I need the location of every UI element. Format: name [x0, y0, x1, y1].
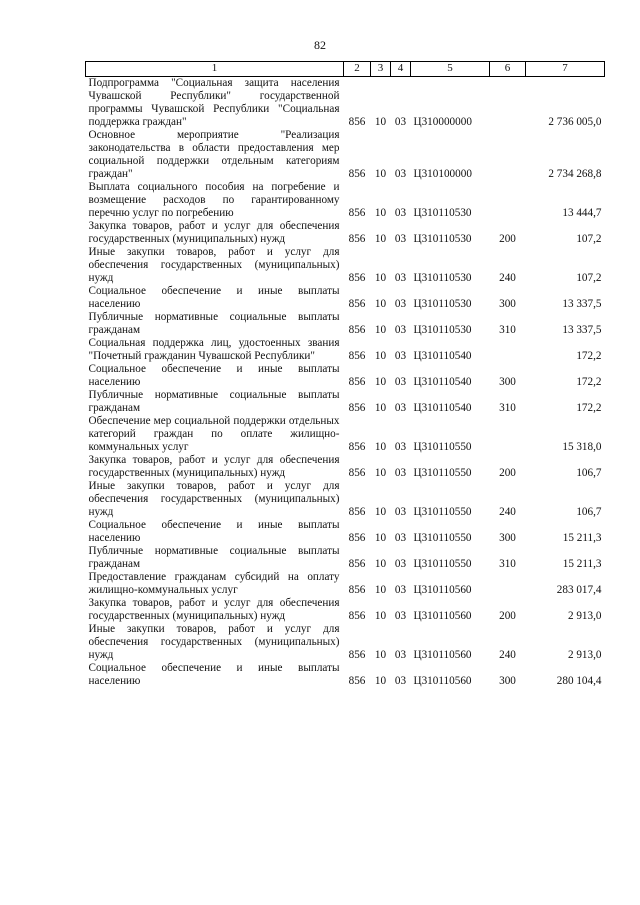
- row-subsection-cell: 03: [394, 506, 407, 518]
- row-subsection-cell: 03: [394, 441, 407, 453]
- row-amount-cell: 283 017,4: [556, 584, 602, 596]
- row-expense-type-cell: 300: [499, 298, 516, 310]
- row-ved-cell: 856: [348, 441, 366, 453]
- row-amount-cell: 2 736 005,0: [548, 116, 602, 128]
- row-name-cell: Основное мероприятие "Реализация законодательства в области предоставления мер социальной поддержки отдельным категориям граждан": [88, 129, 340, 180]
- row-section-cell: 10: [374, 506, 387, 518]
- row-expense-type-cell: 310: [499, 324, 516, 336]
- row-subsection-cell: 03: [394, 233, 407, 245]
- row-expense-type-cell: [490, 181, 526, 220]
- row-subsection-cell: 03: [394, 558, 407, 570]
- row-name-cell: Социальное обеспечение и иные выплаты населению: [88, 285, 340, 310]
- row-expense-type-cell: 200: [499, 610, 516, 622]
- row-target-article-cell: Ц310110530: [413, 272, 472, 284]
- table-row: [86, 363, 605, 389]
- row-section-cell: 10: [374, 233, 387, 245]
- row-target-article-cell: Ц310110550: [413, 441, 472, 453]
- row-section-cell: 10: [374, 402, 387, 414]
- row-amount-cell: 106,7: [576, 506, 602, 518]
- table-row: [86, 220, 605, 246]
- row-amount-cell: 2 734 268,8: [548, 168, 602, 180]
- table-row: [86, 181, 605, 220]
- row-section-cell: 10: [374, 532, 387, 544]
- row-section-cell: 10: [374, 376, 387, 388]
- header-cell: 2: [344, 62, 371, 77]
- header-cell: 6: [490, 62, 526, 77]
- row-expense-type-cell: 300: [499, 532, 516, 544]
- row-expense-type-cell: [490, 129, 526, 181]
- row-subsection-cell: 03: [394, 350, 407, 362]
- table-row: [86, 571, 605, 597]
- row-name-cell: Публичные нормативные социальные выплаты гражданам: [88, 545, 340, 570]
- table-row: [86, 389, 605, 415]
- row-section-cell: 10: [374, 441, 387, 453]
- row-subsection-cell: 03: [394, 402, 407, 414]
- row-name-cell: Публичные нормативные социальные выплаты гражданам: [88, 389, 340, 414]
- row-name-cell: Социальное обеспечение и иные выплаты населению: [88, 519, 340, 544]
- row-section-cell: 10: [374, 168, 387, 180]
- row-amount-cell: 172,2: [576, 376, 602, 388]
- row-ved-cell: 856: [348, 376, 366, 388]
- table-row: [86, 311, 605, 337]
- budget-table: [85, 61, 605, 688]
- row-amount-cell: 13 337,5: [562, 298, 602, 310]
- row-amount-cell: 107,2: [576, 272, 602, 284]
- row-expense-type-cell: 310: [499, 402, 516, 414]
- row-subsection-cell: 03: [394, 467, 407, 479]
- row-section-cell: 10: [374, 350, 387, 362]
- table-row: [86, 480, 605, 519]
- row-ved-cell: 856: [348, 584, 366, 596]
- row-subsection-cell: 03: [394, 298, 407, 310]
- row-subsection-cell: 03: [394, 584, 407, 596]
- row-ved-cell: 856: [348, 649, 366, 661]
- row-target-article-cell: Ц310110540: [413, 402, 472, 414]
- row-amount-cell: 13 337,5: [562, 324, 602, 336]
- row-expense-type-cell: 200: [499, 233, 516, 245]
- row-subsection-cell: 03: [394, 649, 407, 661]
- row-ved-cell: 856: [348, 675, 366, 687]
- row-expense-type-cell: 310: [499, 558, 516, 570]
- row-expense-type-cell: 240: [499, 272, 516, 284]
- row-ved-cell: 856: [348, 506, 366, 518]
- table-row: [86, 623, 605, 662]
- header-cell: 1: [86, 62, 344, 77]
- row-ved-cell: 856: [348, 558, 366, 570]
- header-cell: 4: [391, 62, 411, 77]
- row-ved-cell: 856: [348, 168, 366, 180]
- header-cell: 7: [526, 62, 605, 77]
- row-ved-cell: 856: [348, 272, 366, 284]
- row-ved-cell: 856: [348, 610, 366, 622]
- row-ved-cell: 856: [348, 233, 366, 245]
- row-section-cell: 10: [374, 467, 387, 479]
- row-amount-cell: 15 211,3: [562, 532, 602, 544]
- row-expense-type-cell: 300: [499, 675, 516, 687]
- table-row: [86, 415, 605, 454]
- row-subsection-cell: 03: [394, 272, 407, 284]
- row-name-cell: Публичные нормативные социальные выплаты гражданам: [88, 311, 340, 336]
- row-target-article-cell: Ц310100000: [413, 168, 472, 180]
- row-target-article-cell: Ц310110530: [413, 298, 472, 310]
- row-amount-cell: 172,2: [576, 350, 602, 362]
- header-cell: 5: [411, 62, 490, 77]
- row-subsection-cell: 03: [394, 376, 407, 388]
- row-subsection-cell: 03: [394, 116, 407, 128]
- row-target-article-cell: Ц310000000: [413, 116, 472, 128]
- row-expense-type-cell: [490, 337, 526, 363]
- row-subsection-cell: 03: [394, 610, 407, 622]
- row-target-article-cell: Ц310110530: [413, 233, 472, 245]
- row-name-cell: Предоставление гражданам субсидий на оплату жилищно-коммунальных услуг: [88, 571, 340, 596]
- row-amount-cell: 172,2: [576, 402, 602, 414]
- row-target-article-cell: Ц310110540: [413, 350, 472, 362]
- row-target-article-cell: Ц310110560: [413, 675, 472, 687]
- row-name-cell: Подпрограмма "Социальная защита населения Чувашской Республики" государственной программы Чувашской Республики "Социальная поддержка граждан": [88, 77, 340, 128]
- row-section-cell: 10: [374, 610, 387, 622]
- row-target-article-cell: Ц310110530: [413, 324, 472, 336]
- row-subsection-cell: 03: [394, 207, 407, 219]
- row-amount-cell: 15 318,0: [562, 441, 602, 453]
- row-target-article-cell: Ц310110560: [413, 649, 472, 661]
- row-target-article-cell: Ц310110550: [413, 467, 472, 479]
- row-section-cell: 10: [374, 272, 387, 284]
- row-section-cell: 10: [374, 558, 387, 570]
- row-name-cell: Социальное обеспечение и иные выплаты населению: [88, 363, 340, 388]
- row-expense-type-cell: 240: [499, 506, 516, 518]
- row-ved-cell: 856: [348, 402, 366, 414]
- page-number: 82: [314, 38, 326, 52]
- table-row: [86, 129, 605, 181]
- table-row: [86, 662, 605, 688]
- row-amount-cell: 15 211,3: [562, 558, 602, 570]
- row-ved-cell: 856: [348, 207, 366, 219]
- row-expense-type-cell: [490, 571, 526, 597]
- row-ved-cell: 856: [348, 467, 366, 479]
- row-target-article-cell: Ц310110560: [413, 610, 472, 622]
- row-target-article-cell: Ц310110550: [413, 506, 472, 518]
- row-name-cell: Закупка товаров, работ и услуг для обеспечения государственных (муниципальных) нужд: [88, 220, 340, 245]
- row-section-cell: 10: [374, 584, 387, 596]
- row-name-cell: Выплата социального пособия на погребение и возмещение расходов по гарантированному перечню услуг по погребению: [88, 181, 340, 219]
- table-row: [86, 285, 605, 311]
- row-name-cell: Иные закупки товаров, работ и услуг для обеспечения государственных (муниципальных) нужд: [88, 246, 340, 284]
- row-target-article-cell: Ц310110550: [413, 558, 472, 570]
- row-amount-cell: 106,7: [576, 467, 602, 479]
- row-name-cell: Закупка товаров, работ и услуг для обеспечения государственных (муниципальных) нужд: [88, 454, 340, 479]
- row-section-cell: 10: [374, 298, 387, 310]
- row-ved-cell: 856: [348, 116, 366, 128]
- table-row: [86, 77, 605, 130]
- row-amount-cell: 13 444,7: [562, 207, 602, 219]
- row-section-cell: 10: [374, 675, 387, 687]
- row-target-article-cell: Ц310110540: [413, 376, 472, 388]
- row-ved-cell: 856: [348, 532, 366, 544]
- header-cell: 3: [371, 62, 391, 77]
- row-amount-cell: 280 104,4: [556, 675, 602, 687]
- row-subsection-cell: 03: [394, 675, 407, 687]
- row-target-article-cell: Ц310110550: [413, 532, 472, 544]
- table-row: [86, 337, 605, 363]
- row-name-cell: Социальное обеспечение и иные выплаты населению: [88, 662, 340, 687]
- row-subsection-cell: 03: [394, 168, 407, 180]
- row-target-article-cell: Ц310110530: [413, 207, 472, 219]
- row-ved-cell: 856: [348, 350, 366, 362]
- row-ved-cell: 856: [348, 324, 366, 336]
- row-subsection-cell: 03: [394, 324, 407, 336]
- row-expense-type-cell: 200: [499, 467, 516, 479]
- row-expense-type-cell: 300: [499, 376, 516, 388]
- table-row: [86, 597, 605, 623]
- row-expense-type-cell: 240: [499, 649, 516, 661]
- row-amount-cell: 2 913,0: [567, 610, 602, 622]
- row-name-cell: Иные закупки товаров, работ и услуг для обеспечения государственных (муниципальных) нужд: [88, 480, 340, 518]
- row-name-cell: Социальная поддержка лиц, удостоенных звания "Почетный гражданин Чувашской Республики": [88, 337, 340, 362]
- row-name-cell: Обеспечение мер социальной поддержки отдельных категорий граждан по оплате жилищно-коммунальных услуг: [88, 415, 340, 453]
- row-amount-cell: 2 913,0: [567, 649, 602, 661]
- row-target-article-cell: Ц310110560: [413, 584, 472, 596]
- row-name-cell: Закупка товаров, работ и услуг для обеспечения государственных (муниципальных) нужд: [88, 597, 340, 622]
- row-expense-type-cell: [490, 415, 526, 454]
- table-row: [86, 545, 605, 571]
- row-ved-cell: 856: [348, 298, 366, 310]
- row-amount-cell: 107,2: [576, 233, 602, 245]
- row-section-cell: 10: [374, 324, 387, 336]
- row-section-cell: 10: [374, 207, 387, 219]
- row-expense-type-cell: [490, 77, 526, 130]
- table-body: [86, 77, 605, 689]
- row-subsection-cell: 03: [394, 532, 407, 544]
- row-section-cell: 10: [374, 649, 387, 661]
- row-name-cell: Иные закупки товаров, работ и услуг для обеспечения государственных (муниципальных) нужд: [88, 623, 340, 661]
- table-row: [86, 519, 605, 545]
- row-section-cell: 10: [374, 116, 387, 128]
- table-header-row: [86, 62, 605, 77]
- table-row: [86, 454, 605, 480]
- table-row: [86, 246, 605, 285]
